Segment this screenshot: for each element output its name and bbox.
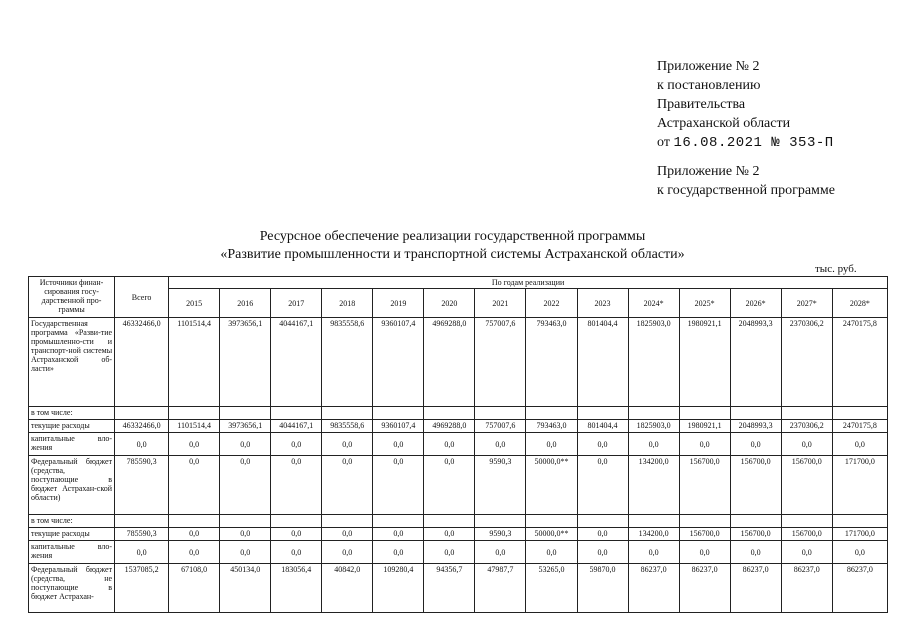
row-total: 785590,3 — [115, 528, 169, 541]
appendix-date-line — [657, 133, 834, 153]
row-year-value: 183056,4 — [271, 564, 322, 613]
row-source-label: Государственная программа «Разви-тие промышленно-сти и транспорт-ной системы Астраханской об-ласти» — [29, 318, 115, 407]
table-header-row — [29, 277, 888, 289]
header-total: Всего — [115, 277, 169, 318]
row-year-value — [832, 407, 887, 420]
header-year: 2018 — [322, 289, 373, 318]
row-year-value: 0,0 — [271, 528, 322, 541]
unit-label: тыс. руб. — [815, 263, 857, 275]
row-year-value — [424, 407, 475, 420]
row-total — [115, 515, 169, 528]
row-total: 0,0 — [115, 433, 169, 456]
row-year-value: 0,0 — [271, 433, 322, 456]
document-title — [0, 228, 905, 264]
row-year-value: 0,0 — [169, 433, 220, 456]
row-year-value: 109280,4 — [373, 564, 424, 613]
row-year-value: 0,0 — [730, 433, 781, 456]
row-total — [115, 407, 169, 420]
row-year-value — [577, 407, 628, 420]
row-year-value: 0,0 — [730, 541, 781, 564]
row-year-value: 0,0 — [577, 433, 628, 456]
row-year-value: 4969288,0 — [424, 318, 475, 407]
row-year-value: 1825903,0 — [628, 420, 679, 433]
header-year: 2017 — [271, 289, 322, 318]
row-year-value: 40842,0 — [322, 564, 373, 613]
header-year: 2023 — [577, 289, 628, 318]
row-year-value: 86237,0 — [628, 564, 679, 613]
header-year: 2016 — [220, 289, 271, 318]
row-year-value — [475, 515, 526, 528]
row-year-value: 0,0 — [271, 541, 322, 564]
row-year-value: 0,0 — [832, 433, 887, 456]
row-year-value: 134200,0 — [628, 456, 679, 515]
header-years-group: По годам реализации — [169, 277, 888, 289]
row-year-value: 50000,0** — [526, 528, 577, 541]
row-year-value — [679, 515, 730, 528]
header-year: 2021 — [475, 289, 526, 318]
row-year-value: 4044167,1 — [271, 420, 322, 433]
header-year: 2025* — [679, 289, 730, 318]
appendix-line2: к постановлению — [657, 78, 761, 93]
row-year-value: 0,0 — [373, 433, 424, 456]
row-year-value: 0,0 — [628, 433, 679, 456]
row-year-value — [781, 407, 832, 420]
row-year-value: 0,0 — [169, 541, 220, 564]
row-year-value: 2470175,8 — [832, 420, 887, 433]
row-year-value: 86237,0 — [832, 564, 887, 613]
row-year-value: 1101514,4 — [169, 318, 220, 407]
row-year-value: 1980921,1 — [679, 318, 730, 407]
row-total: 785590,3 — [115, 456, 169, 515]
row-year-value: 0,0 — [169, 528, 220, 541]
row-year-value — [832, 515, 887, 528]
row-year-value — [271, 407, 322, 420]
row-year-value — [322, 407, 373, 420]
row-year-value: 0,0 — [577, 541, 628, 564]
row-source-label: в том числе: — [29, 407, 115, 420]
row-source-label: в том числе: — [29, 515, 115, 528]
row-year-value: 4969288,0 — [424, 420, 475, 433]
row-year-value: 801404,4 — [577, 318, 628, 407]
table-row — [29, 541, 888, 564]
table-row — [29, 528, 888, 541]
row-year-value: 0,0 — [475, 433, 526, 456]
row-year-value — [373, 515, 424, 528]
row-year-value: 156700,0 — [781, 528, 832, 541]
row-year-value — [169, 515, 220, 528]
row-year-value: 0,0 — [373, 541, 424, 564]
header-year: 2026* — [730, 289, 781, 318]
row-year-value — [475, 407, 526, 420]
row-year-value: 0,0 — [679, 433, 730, 456]
row-source-label: текущие расходы — [29, 420, 115, 433]
row-year-value: 59870,0 — [577, 564, 628, 613]
header-year: 2027* — [781, 289, 832, 318]
row-year-value: 9360107,4 — [373, 318, 424, 407]
row-year-value: 0,0 — [424, 456, 475, 515]
table-row — [29, 564, 888, 613]
row-year-value — [628, 407, 679, 420]
row-year-value: 156700,0 — [781, 456, 832, 515]
row-year-value: 0,0 — [322, 541, 373, 564]
appendix2-line1: Приложение № 2 — [657, 164, 760, 179]
row-year-value: 9590,3 — [475, 528, 526, 541]
table-row — [29, 318, 888, 407]
row-year-value: 94356,7 — [424, 564, 475, 613]
row-source-label: Федеральный бюджет (средства, не поступающие в бюджет Астрахан- — [29, 564, 115, 613]
row-year-value: 0,0 — [322, 528, 373, 541]
row-source-label: Федеральный бюджет (средства, поступающие в бюджет Астрахан-ской области) — [29, 456, 115, 515]
row-year-value: 757007,6 — [475, 318, 526, 407]
resource-table — [28, 276, 888, 613]
row-year-value: 801404,4 — [577, 420, 628, 433]
appendix-line4: Астраханской области — [657, 116, 791, 131]
row-year-value: 156700,0 — [679, 456, 730, 515]
row-year-value: 0,0 — [475, 541, 526, 564]
row-year-value: 0,0 — [577, 528, 628, 541]
row-year-value: 156700,0 — [679, 528, 730, 541]
row-year-value: 4044167,1 — [271, 318, 322, 407]
row-year-value: 0,0 — [832, 541, 887, 564]
row-source-label: текущие расходы — [29, 528, 115, 541]
row-year-value: 50000,0** — [526, 456, 577, 515]
row-year-value: 53265,0 — [526, 564, 577, 613]
row-year-value: 0,0 — [220, 541, 271, 564]
row-year-value: 0,0 — [220, 433, 271, 456]
row-year-value: 0,0 — [526, 433, 577, 456]
row-year-value — [730, 515, 781, 528]
row-year-value: 1101514,4 — [169, 420, 220, 433]
table-row — [29, 407, 888, 420]
header-source: Источники финан-сирования госу-дарственной про-граммы — [29, 277, 115, 318]
row-year-value — [526, 515, 577, 528]
header-year: 2024* — [628, 289, 679, 318]
row-year-value — [679, 407, 730, 420]
header-year: 2020 — [424, 289, 475, 318]
appendix-header — [657, 57, 834, 153]
row-year-value: 2470175,8 — [832, 318, 887, 407]
row-year-value: 0,0 — [373, 528, 424, 541]
row-year-value: 0,0 — [526, 541, 577, 564]
row-year-value: 0,0 — [220, 528, 271, 541]
row-year-value — [169, 407, 220, 420]
header-year: 2028* — [832, 289, 887, 318]
row-total: 46332466,0 — [115, 318, 169, 407]
row-total: 0,0 — [115, 541, 169, 564]
row-year-value: 9360107,4 — [373, 420, 424, 433]
row-total: 1537085,2 — [115, 564, 169, 613]
row-year-value: 450134,0 — [220, 564, 271, 613]
row-year-value — [220, 407, 271, 420]
row-year-value: 134200,0 — [628, 528, 679, 541]
row-year-value: 0,0 — [424, 433, 475, 456]
row-year-value: 86237,0 — [679, 564, 730, 613]
row-year-value: 0,0 — [424, 528, 475, 541]
decree-number: 16.08.2021 № 353-П — [673, 135, 834, 151]
row-year-value: 9835558,6 — [322, 420, 373, 433]
row-year-value: 0,0 — [322, 456, 373, 515]
row-total: 46332466,0 — [115, 420, 169, 433]
header-year: 2015 — [169, 289, 220, 318]
row-year-value: 3973656,1 — [220, 318, 271, 407]
row-year-value: 0,0 — [628, 541, 679, 564]
table-row — [29, 433, 888, 456]
row-year-value: 2048993,3 — [730, 318, 781, 407]
row-year-value: 86237,0 — [781, 564, 832, 613]
row-source-label: капитальные вло-жения — [29, 541, 115, 564]
appendix-header-2 — [657, 162, 835, 200]
header-year: 2022 — [526, 289, 577, 318]
title-line2: «Развитие промышленности и транспортной системы Астраханской области» — [220, 247, 685, 262]
row-year-value: 0,0 — [679, 541, 730, 564]
appendix-line1: Приложение № 2 — [657, 59, 760, 74]
row-year-value: 0,0 — [322, 433, 373, 456]
row-year-value — [526, 407, 577, 420]
appendix2-line2: к государственной программе — [657, 183, 835, 198]
row-year-value: 0,0 — [271, 456, 322, 515]
row-year-value — [220, 515, 271, 528]
row-year-value: 9590,3 — [475, 456, 526, 515]
row-year-value: 156700,0 — [730, 456, 781, 515]
row-year-value: 793463,0 — [526, 318, 577, 407]
row-year-value: 9835558,6 — [322, 318, 373, 407]
table-row — [29, 456, 888, 515]
row-year-value — [424, 515, 475, 528]
row-year-value: 67108,0 — [169, 564, 220, 613]
row-year-value: 2370306,2 — [781, 420, 832, 433]
row-year-value: 793463,0 — [526, 420, 577, 433]
row-year-value — [322, 515, 373, 528]
row-year-value — [781, 515, 832, 528]
row-year-value: 757007,6 — [475, 420, 526, 433]
row-year-value: 0,0 — [169, 456, 220, 515]
table-row — [29, 515, 888, 528]
appendix-date-prefix: от — [657, 135, 670, 150]
row-year-value: 0,0 — [373, 456, 424, 515]
row-year-value: 2048993,3 — [730, 420, 781, 433]
row-year-value: 0,0 — [220, 456, 271, 515]
row-year-value: 47987,7 — [475, 564, 526, 613]
row-year-value: 156700,0 — [730, 528, 781, 541]
row-year-value — [577, 515, 628, 528]
row-source-label: капитальные вло-жения — [29, 433, 115, 456]
row-year-value: 1825903,0 — [628, 318, 679, 407]
title-line1: Ресурсное обеспечение реализации государственной программы — [259, 229, 646, 244]
table-body — [29, 318, 888, 613]
header-year: 2019 — [373, 289, 424, 318]
appendix-line3: Правительства — [657, 97, 746, 112]
row-year-value — [271, 515, 322, 528]
row-year-value: 2370306,2 — [781, 318, 832, 407]
row-year-value: 1980921,1 — [679, 420, 730, 433]
row-year-value: 3973656,1 — [220, 420, 271, 433]
row-year-value — [373, 407, 424, 420]
row-year-value: 0,0 — [424, 541, 475, 564]
row-year-value — [628, 515, 679, 528]
row-year-value: 0,0 — [781, 541, 832, 564]
row-year-value — [730, 407, 781, 420]
row-year-value: 171700,0 — [832, 528, 887, 541]
row-year-value: 0,0 — [577, 456, 628, 515]
row-year-value: 0,0 — [781, 433, 832, 456]
row-year-value: 171700,0 — [832, 456, 887, 515]
table-row — [29, 420, 888, 433]
row-year-value: 86237,0 — [730, 564, 781, 613]
